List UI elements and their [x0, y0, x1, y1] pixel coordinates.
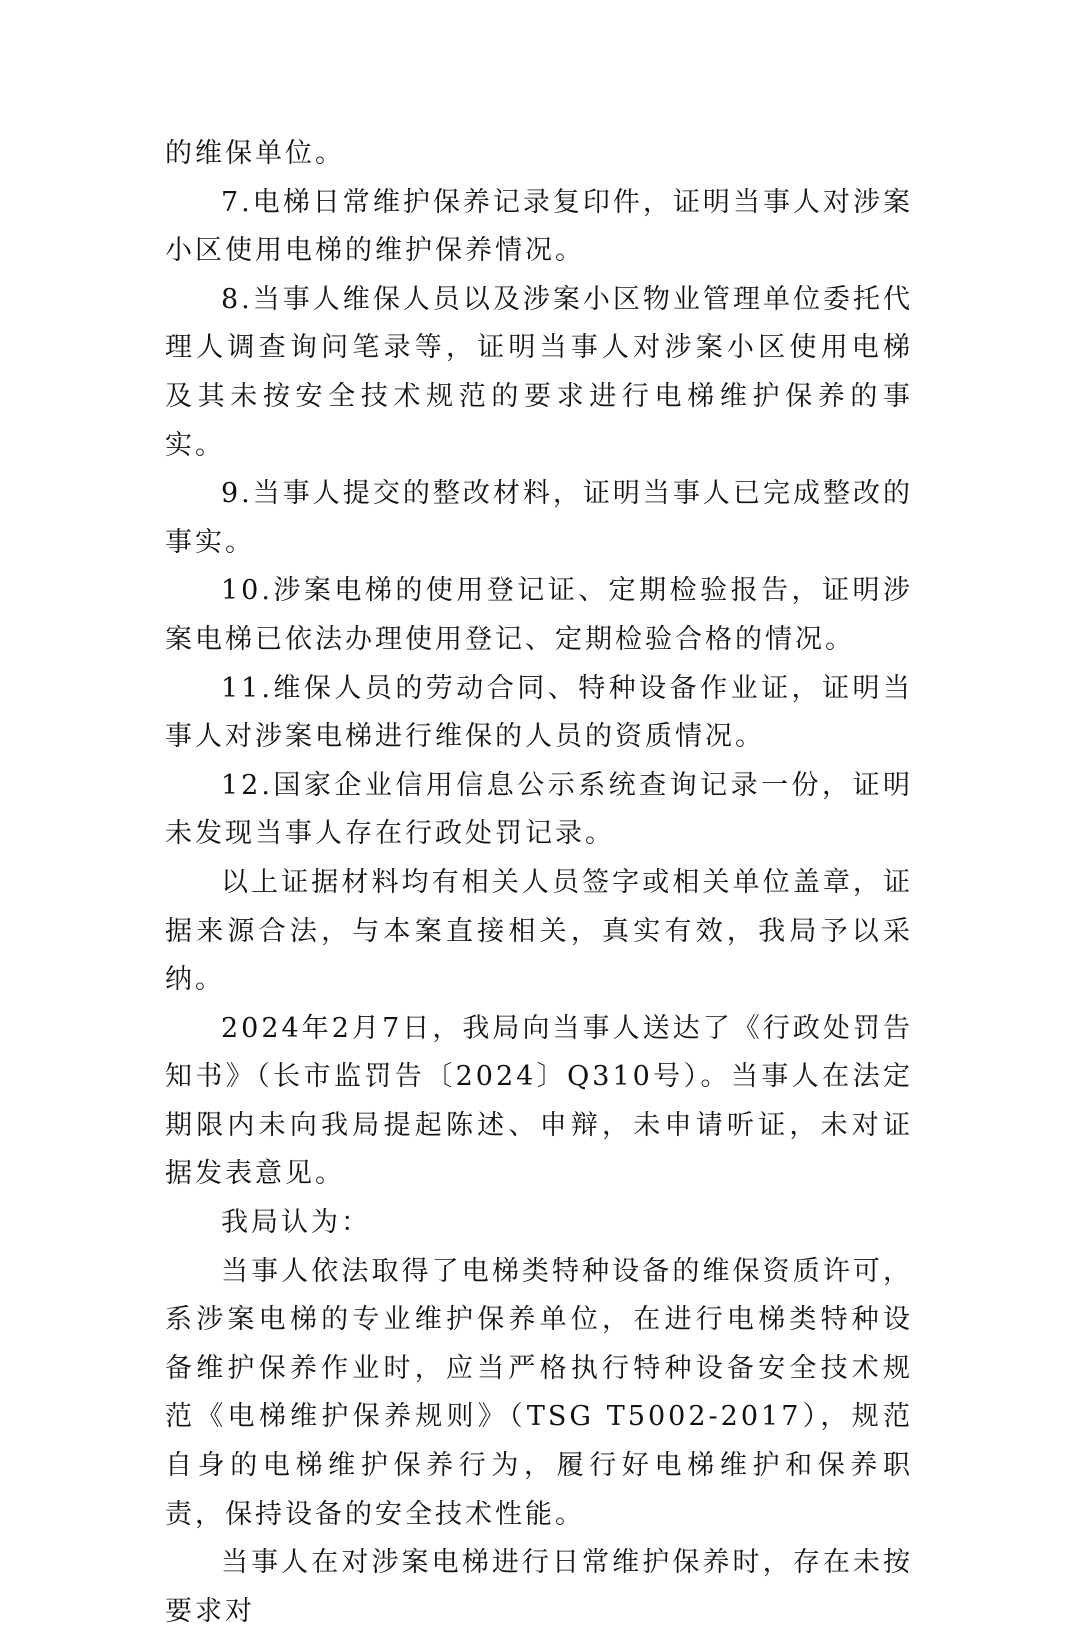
paragraph-evidence-summary: 以上证据材料均有相关人员签字或相关单位盖章，证据来源合法，与本案直接相关，真实有效，我局予以采纳。 — [165, 866, 913, 996]
paragraph-item-10: 10.涉案电梯的使用登记证、定期检验报告，证明涉案电梯已依法办理使用登记、定期检验合格的情况。 — [165, 575, 913, 655]
paragraph-maintenance-duty: 当事人依法取得了电梯类特种设备的维保资质许可，系涉案电梯的专业维护保养单位，在进行电梯类特种设备维护保养作业时，应当严格执行特种设备安全技术规范《电梯维护保养规则》（TSG T5002-2017），规范自身的电梯维护保养行为，履行好电梯维护和保养职责，保持设备的安全技术性能。 — [165, 1255, 913, 1530]
paragraph-item-11: 11.维保人员的劳动合同、特种设备作业证，证明当事人对涉案电梯进行维保的人员的资质情况。 — [165, 672, 913, 753]
paragraph-item-7: 7.电梯日常维护保养记录复印件，证明当事人对涉案小区使用电梯的维护保养情况。 — [165, 186, 913, 267]
paragraph-item-12: 12.国家企业信用信息公示系统查询记录一份，证明未发现当事人存在行政处罚记录。 — [165, 769, 913, 850]
paragraph-violation: 当事人在对涉案电梯进行日常维护保养时，存在未按要求对 — [165, 1547, 913, 1627]
paragraph-item-9: 9.当事人提交的整改材料，证明当事人已完成整改的事实。 — [165, 478, 913, 558]
paragraph-item-8: 8.当事人维保人员以及涉案小区物业管理单位委托代理人调查询问笔录等，证明当事人对涉案小区使用电梯及其未按安全技术规范的要求进行电梯维护保养的事实。 — [165, 283, 913, 461]
paragraph-penalty-notice: 2024年2月7日，我局向当事人送达了《行政处罚告知书》（长市监罚告〔2024〕Q310号）。当事人在法定期限内未向我局提起陈述、申辩，未申请听证，未对证据发表意见。 — [165, 1012, 913, 1190]
document-body — [165, 130, 913, 1636]
paragraph-continuation: 的维保单位。 — [165, 138, 345, 169]
paragraph-bureau-opinion: 我局认为： — [221, 1207, 371, 1239]
